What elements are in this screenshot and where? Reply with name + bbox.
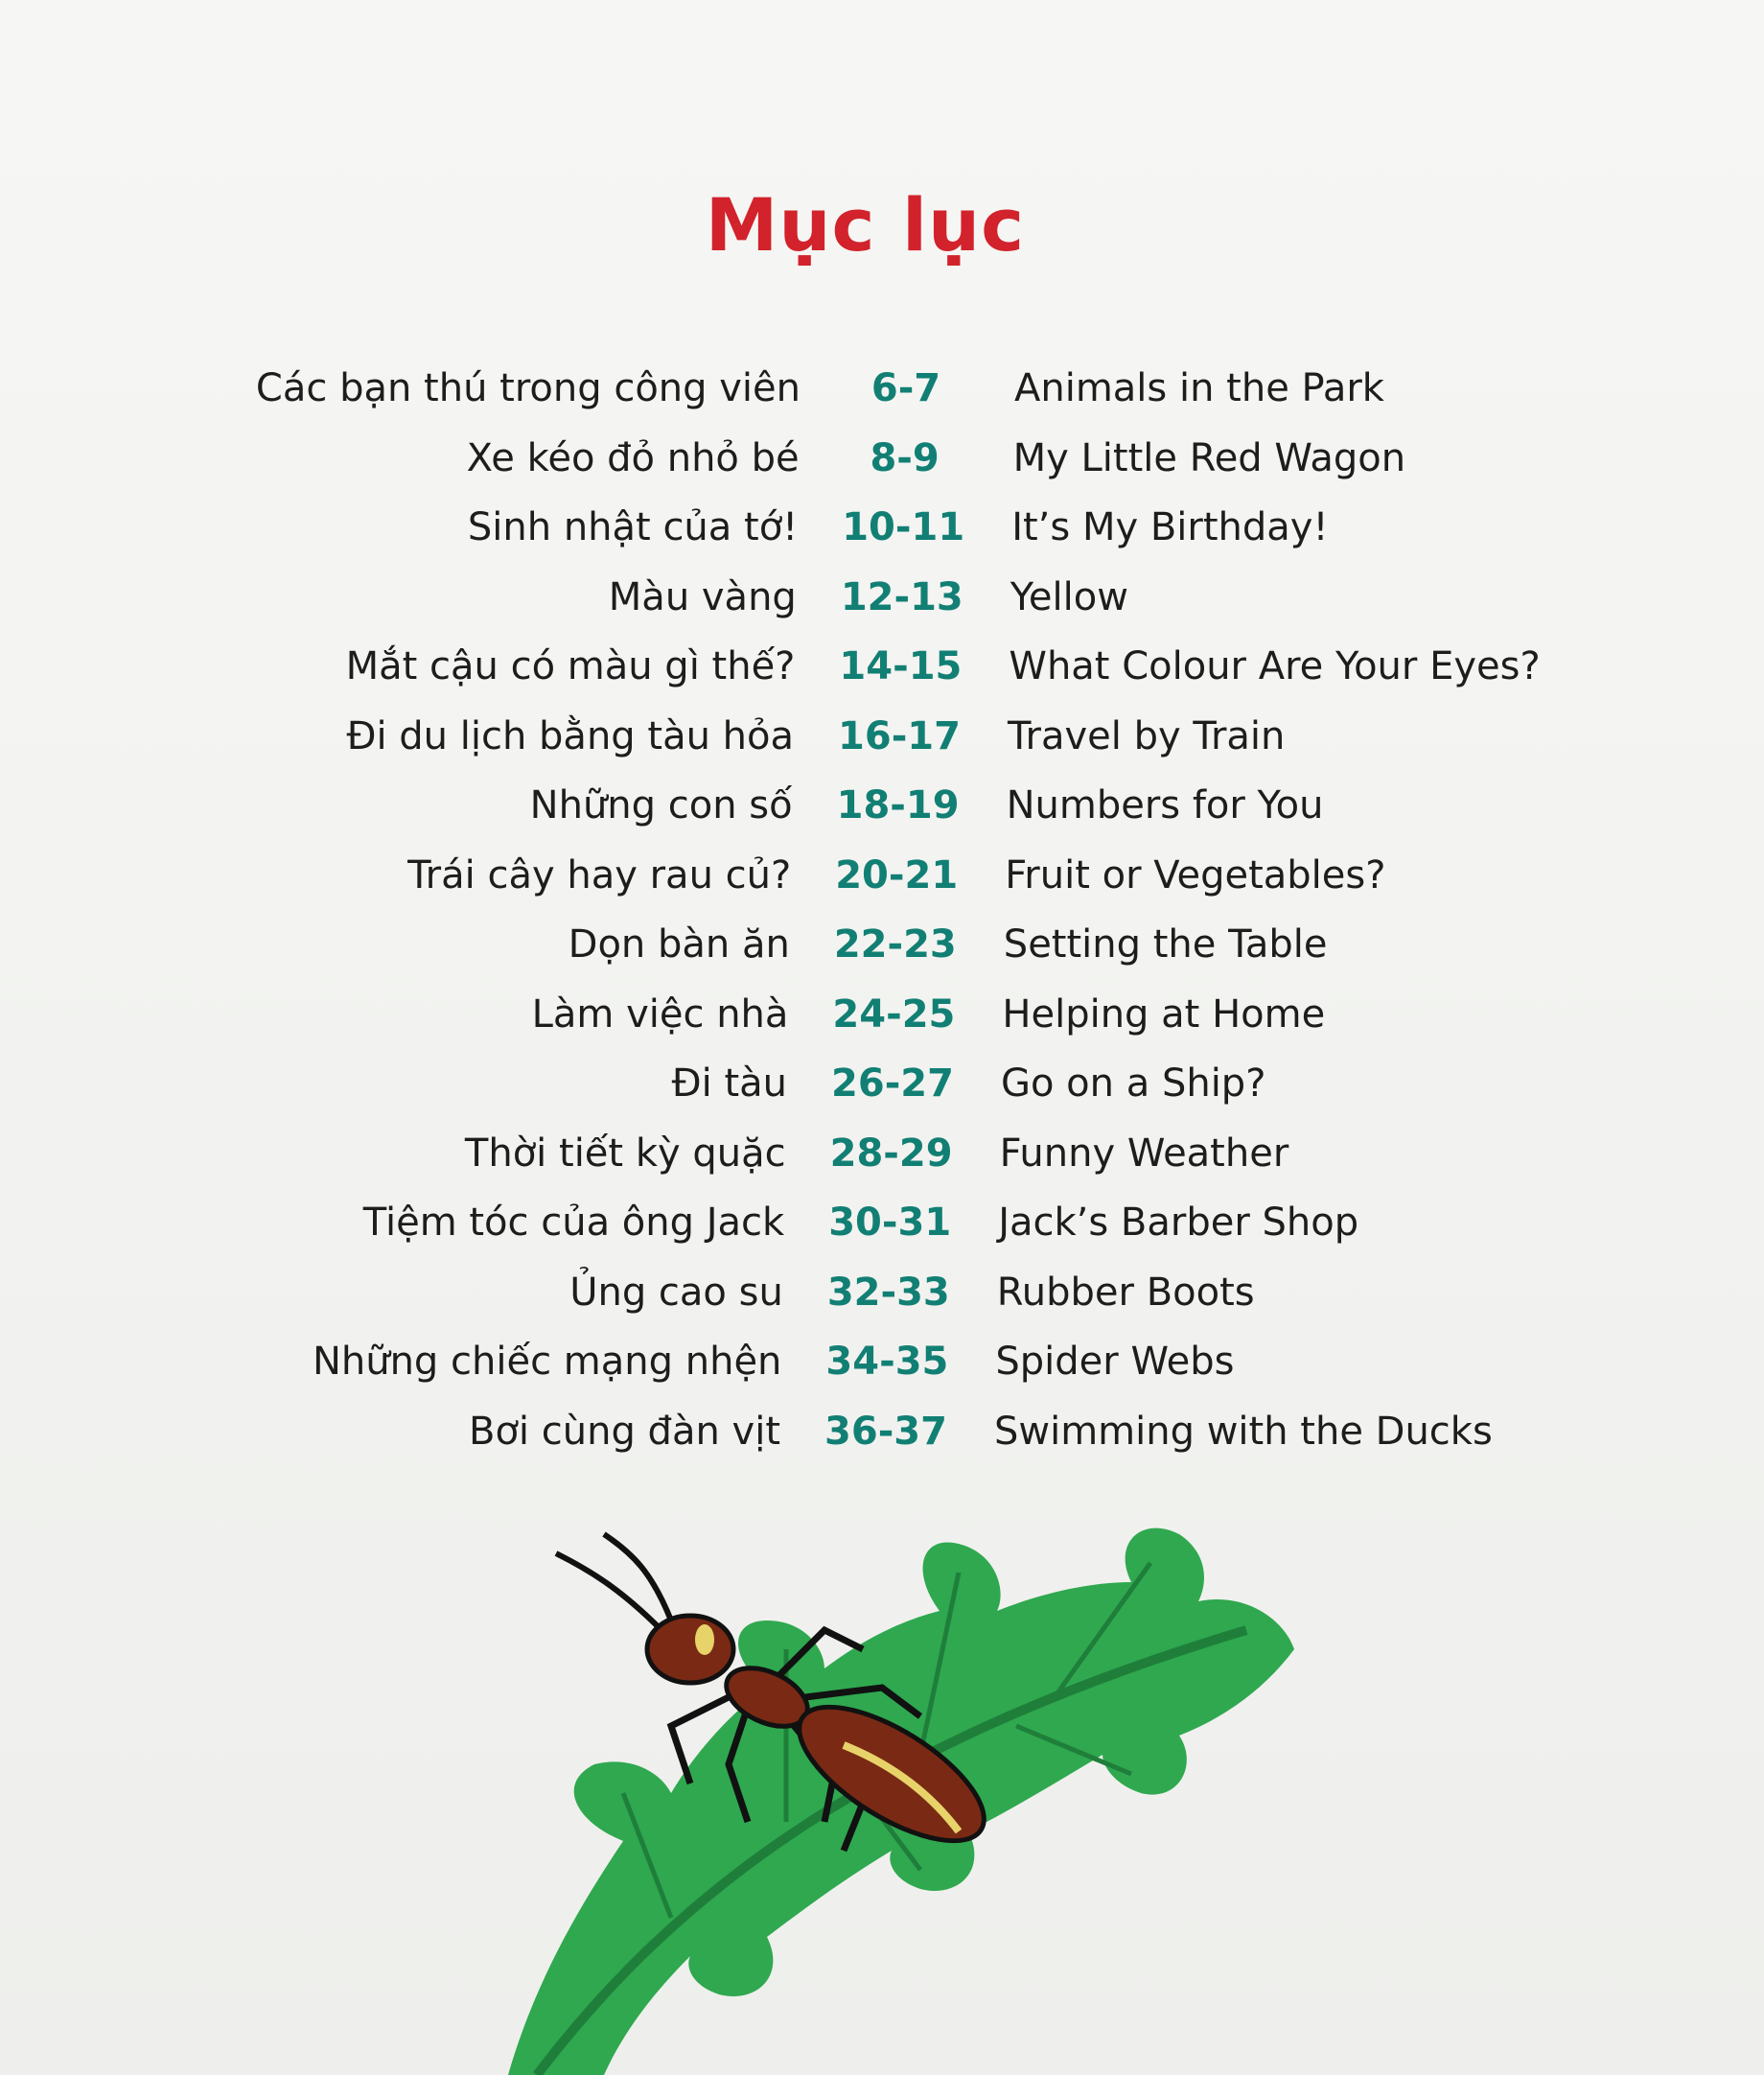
toc-entry-pages: 8-9: [870, 435, 940, 480]
toc-entry-pages: 22-23: [833, 922, 957, 967]
toc-entry-title-vi: Xe kéo đỏ nhỏ bé: [466, 435, 800, 480]
toc-entry-title-en: Yellow: [1010, 574, 1128, 619]
toc-entry-title-vi: Tiệm tóc của ông Jack: [362, 1201, 785, 1245]
toc-entry-title-en: Rubber Boots: [996, 1270, 1255, 1315]
toc-entry-title-en: Funny Weather: [999, 1131, 1289, 1176]
toc-entry-title-vi: Các bạn thú trong công viên: [255, 366, 801, 410]
toc-entry-title-vi: Sinh nhật của tớ!: [467, 505, 799, 549]
toc-entry-pages: 36-37: [824, 1409, 947, 1454]
toc-entry-title-en: What Colour Are Your Eyes?: [1009, 644, 1541, 688]
toc-entry-title-vi: Làm việc nhà: [531, 991, 789, 1037]
toc-entry-title-en: Jack’s Barber Shop: [998, 1201, 1359, 1245]
toc-entry-title-vi: Bơi cùng đàn vịt: [469, 1409, 780, 1454]
toc-entry-pages: 6-7: [870, 366, 941, 410]
toc-entry-title-vi: Mắt cậu có màu gì thế?: [345, 644, 796, 688]
toc-entry-title-en: Numbers for You: [1006, 783, 1324, 828]
toc-entry-title-vi: Ủng cao su: [569, 1270, 783, 1315]
toc-entry-title-vi: Những chiếc mạng nhện: [312, 1340, 782, 1384]
toc-entry-title-vi: Trái cây hay rau củ?: [407, 852, 792, 898]
toc-entry-title-en: Fruit or Vegetables?: [1005, 852, 1386, 898]
toc-entry-pages: 16-17: [838, 713, 961, 758]
toc-entry-title-en: Setting the Table: [1003, 922, 1328, 967]
toc-entry-pages: 34-35: [825, 1340, 949, 1384]
toc-entry-title-en: Spider Webs: [995, 1340, 1235, 1384]
toc-entry-pages: 20-21: [835, 852, 959, 898]
toc-entry-title-en: Animals in the Park: [1014, 366, 1384, 410]
toc-entry-pages: 30-31: [828, 1201, 952, 1245]
toc-entry-title-en: Go on a Ship?: [1001, 1061, 1266, 1106]
toc-entry-title-en: Swimming with the Ducks: [994, 1409, 1493, 1454]
toc-entry-pages: 14-15: [839, 644, 963, 688]
toc-entry-pages: 18-19: [836, 783, 960, 828]
toc-entry-pages: 28-29: [829, 1131, 953, 1176]
toc-entry-title-vi: Màu vàng: [608, 574, 797, 619]
toc-entry-title-en: Travel by Train: [1008, 713, 1286, 758]
toc-entry-pages: 32-33: [826, 1270, 950, 1315]
toc-entry-title-en: My Little Red Wagon: [1012, 435, 1406, 480]
page-title: Mục lục: [705, 182, 1026, 268]
toc-entry-title-vi: Đi tàu: [671, 1061, 787, 1106]
toc-entry-title-vi: Những con số: [529, 783, 793, 828]
toc-entry-title-en: Helping at Home: [1002, 991, 1326, 1037]
toc-entry-title-vi: Thời tiết kỳ quặc: [464, 1131, 786, 1176]
toc-entry-title-en: It’s My Birthday!: [1011, 505, 1329, 549]
toc-entry-pages: 10-11: [842, 505, 965, 549]
toc-entry-pages: 26-27: [831, 1061, 954, 1106]
toc-entry-title-vi: Đi du lịch bằng tàu hỏa: [346, 713, 794, 758]
toc-entry-pages: 24-25: [832, 991, 956, 1037]
toc-entry-title-vi: Dọn bàn ăn: [568, 922, 790, 967]
toc-entry-pages: 12-13: [840, 574, 963, 619]
